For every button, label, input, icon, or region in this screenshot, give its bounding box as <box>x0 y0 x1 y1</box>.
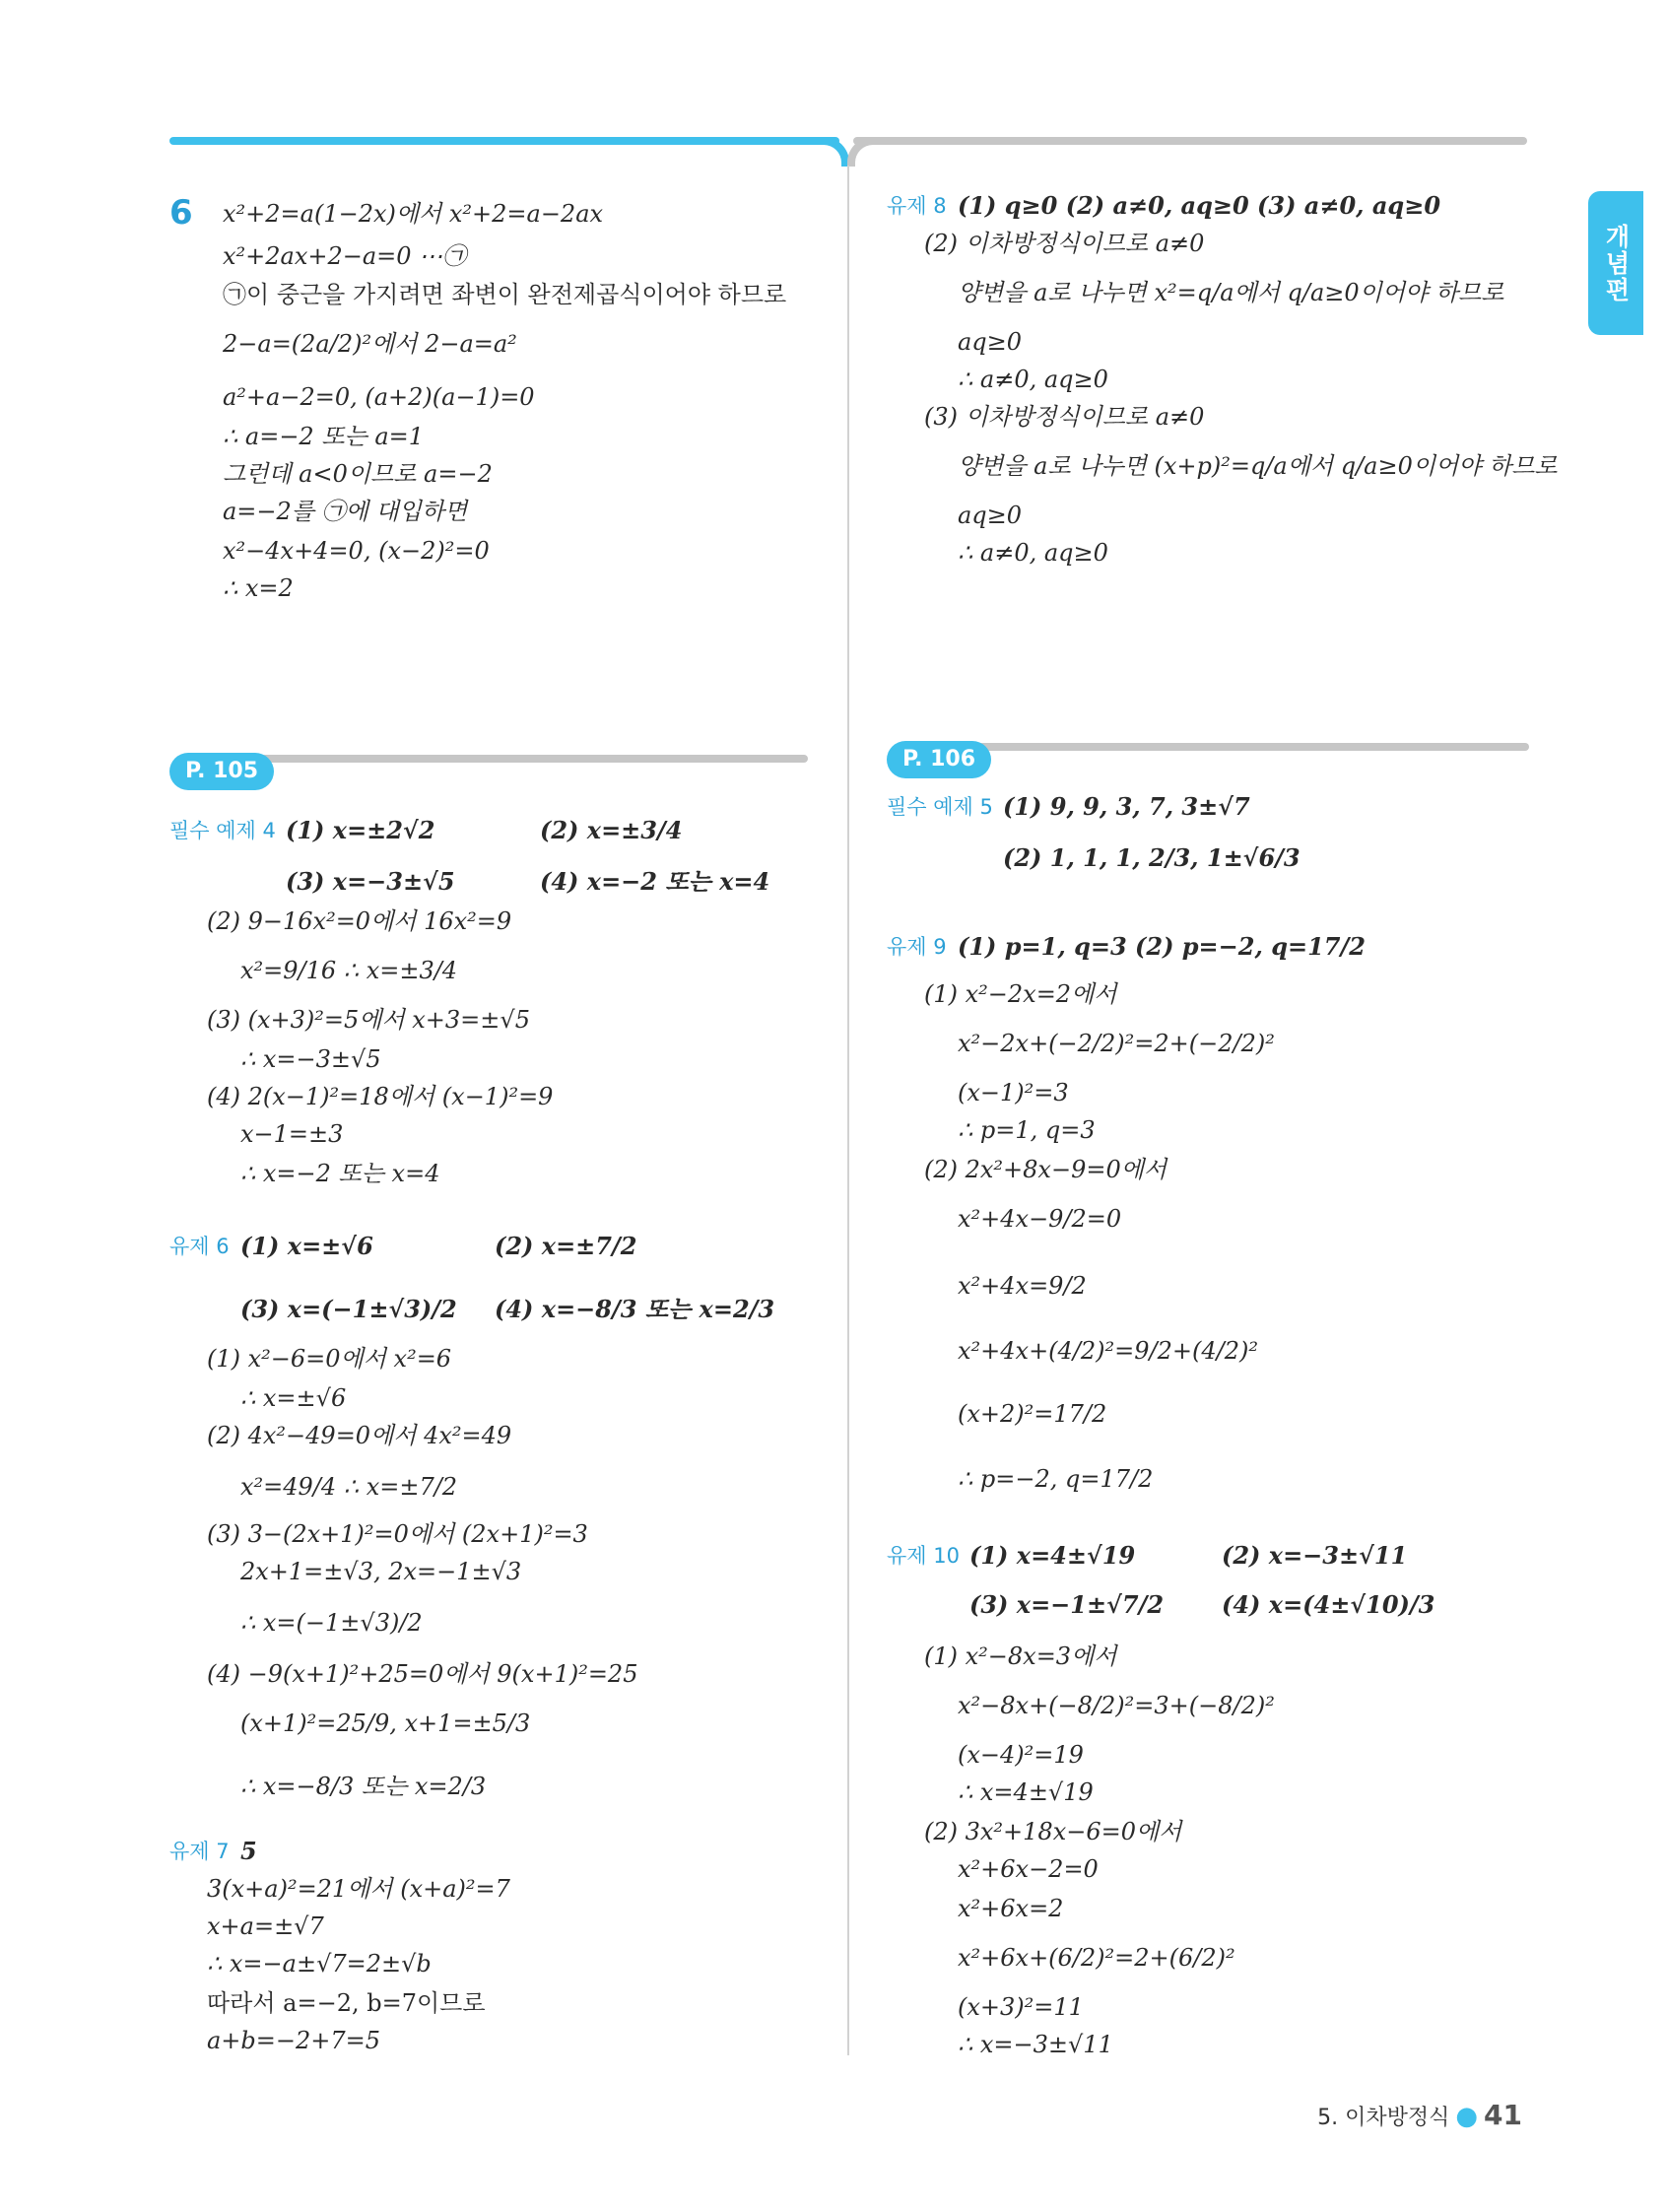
solution-line: ∴ a≠0, aq≥0 <box>958 539 1108 567</box>
answer: (4) x=(4±√10)/3 <box>1222 1590 1435 1619</box>
solution-line: aq≥0 <box>958 502 1023 529</box>
solution-line: x²=9/16 ∴ x=±3/4 <box>240 957 458 984</box>
q6-line: a=−2를 ㉠에 대입하면 <box>223 498 468 525</box>
solution-line: 양변을 a로 나누면 x²=q/a에서 q/a≥0이어야 하므로 <box>958 279 1504 306</box>
solution-line: x²−8x+(−8/2)²=3+(−8/2)² <box>958 1692 1275 1719</box>
solution-line: ∴ a≠0, aq≥0 <box>958 366 1108 393</box>
answer: (4) x=−2 또는 x=4 <box>540 867 770 896</box>
solution-line: x²−2x+(−2/2)²=2+(−2/2)² <box>958 1030 1275 1057</box>
section-line <box>956 743 1529 751</box>
solution-line: ∴ x=−a±√7=2±√b <box>207 1950 432 1977</box>
page-number: 41 <box>1484 2099 1522 2131</box>
q6-line: ∴ x=2 <box>223 574 294 602</box>
page-badge: P. 106 <box>887 741 991 778</box>
solution-line: x²=49/4 ∴ x=±7/2 <box>240 1473 458 1501</box>
solution-line: (x+1)²=25/9, x+1=±5/3 <box>240 1709 531 1737</box>
column-divider <box>847 166 849 2055</box>
page-footer <box>1317 2099 1522 2131</box>
top-bar-left-curve <box>818 137 849 167</box>
solution-line: ∴ x=(−1±√3)/2 <box>240 1609 423 1637</box>
answer: (4) x=−8/3 또는 x=2/3 <box>495 1295 775 1323</box>
solution-line: ∴ p=−2, q=17/2 <box>958 1465 1154 1493</box>
solution-line: (4) −9(x+1)²+25=0에서 9(x+1)²=25 <box>207 1660 638 1688</box>
solution-line: x²+6x−2=0 <box>958 1855 1099 1883</box>
solution-line: (2) 2x²+8x−9=0에서 <box>924 1156 1168 1183</box>
exercise-label: 유제 8 <box>887 194 947 218</box>
answer: (3) x=−1±√7/2 <box>969 1590 1165 1619</box>
exercise-label: 유제 9 <box>887 935 947 959</box>
solution-line: ∴ x=4±√19 <box>958 1778 1094 1806</box>
solution-line: (x+3)²=11 <box>958 1993 1084 2021</box>
q6-line: x²−4x+4=0, (x−2)²=0 <box>223 537 490 565</box>
q6-line: ㉠이 중근을 가지려면 좌변이 완전제곱식이어야 하므로 <box>223 281 787 308</box>
solution-line: (2) 9−16x²=0에서 16x²=9 <box>207 907 512 935</box>
section-line <box>236 755 808 763</box>
answer: (2) x=±3/4 <box>540 816 683 844</box>
solution-line: ∴ x=−3±√5 <box>240 1045 381 1073</box>
solution-line: (2) 3x²+18x−6=0에서 <box>924 1818 1182 1845</box>
solution-line: a+b=−2+7=5 <box>207 2027 381 2054</box>
solution-line: 따라서 a=−2, b=7이므로 <box>207 1989 486 2017</box>
solution-line: x²+4x=9/2 <box>958 1272 1087 1300</box>
solution-line: 양변을 a로 나누면 (x+p)²=q/a에서 q/a≥0이어야 하므로 <box>958 452 1558 480</box>
solution-line: (3) 3−(2x+1)²=0에서 (2x+1)²=3 <box>207 1520 588 1548</box>
problem-number: 6 <box>169 193 193 233</box>
exercise-label: 유제 7 <box>169 1840 230 1863</box>
answer: (1) x=±2√2 <box>286 816 435 844</box>
solution-line: ∴ p=1, q=3 <box>958 1116 1096 1144</box>
q6-line: x²+2ax+2−a=0 ⋯㉠ <box>223 242 467 270</box>
solution-line: (x+2)²=17/2 <box>958 1400 1107 1428</box>
solution-line: aq≥0 <box>958 328 1023 356</box>
side-tab[interactable]: 개념편 <box>1588 191 1643 335</box>
solution-line: ∴ x=−8/3 또는 x=2/3 <box>240 1773 487 1800</box>
solution-line: (1) x²−2x=2에서 <box>924 980 1117 1008</box>
solution-line: (3) 이차방정식이므로 a≠0 <box>924 403 1205 431</box>
answer: (1) x=±√6 <box>240 1232 373 1260</box>
solution-line: x+a=±√7 <box>207 1912 324 1940</box>
solution-line: (4) 2(x−1)²=18에서 (x−1)²=9 <box>207 1083 554 1110</box>
solution-line: (2) 이차방정식이므로 a≠0 <box>924 230 1205 257</box>
solution-line: 2x+1=±√3, 2x=−1±√3 <box>240 1558 522 1585</box>
solution-line: (1) x²−8x=3에서 <box>924 1642 1117 1670</box>
answer: (3) x=(−1±√3)/2 <box>240 1295 457 1323</box>
answer: (1) 9, 9, 3, 7, 3±√7 <box>1003 792 1250 821</box>
answer: (1) q≥0 (2) a≠0, aq≥0 (3) a≠0, aq≥0 <box>958 191 1441 220</box>
solution-line: x−1=±3 <box>240 1120 344 1148</box>
answer: (2) x=−3±√11 <box>1222 1541 1408 1570</box>
q6-line: a²+a−2=0, (a+2)(a−1)=0 <box>223 383 535 411</box>
answer: (2) 1, 1, 1, 2/3, 1±√6/3 <box>1003 843 1301 872</box>
solution-line: x²+4x+(4/2)²=9/2+(4/2)² <box>958 1337 1258 1365</box>
solution-line: (x−1)²=3 <box>958 1079 1069 1106</box>
solution-line: x²+6x=2 <box>958 1895 1064 1922</box>
solution-line: (3) (x+3)²=5에서 x+3=±√5 <box>207 1006 530 1034</box>
exercise-label: 유제 6 <box>169 1235 230 1258</box>
solution-line: (2) 4x²−49=0에서 4x²=49 <box>207 1422 512 1449</box>
q6-line: ∴ a=−2 또는 a=1 <box>223 423 425 450</box>
top-bar-right <box>853 137 1527 145</box>
answer: (1) x=4±√19 <box>969 1541 1136 1570</box>
solution-line: ∴ x=−3±√11 <box>958 2031 1113 2058</box>
chapter-title: 5. 이차방정식 <box>1317 2106 1450 2130</box>
answer: (2) x=±7/2 <box>495 1232 637 1260</box>
q6-line: x²+2=a(1−2x)에서 x²+2=a−2ax <box>223 200 604 228</box>
solution-line: 3(x+a)²=21에서 (x+a)²=7 <box>207 1875 510 1903</box>
solution-line: (1) x²−6=0에서 x²=6 <box>207 1345 452 1373</box>
exercise-label: 유제 10 <box>887 1544 960 1568</box>
solution-line: ∴ x=±√6 <box>240 1384 347 1412</box>
page-badge: P. 105 <box>169 753 274 790</box>
solution-line: x²+6x+(6/2)²=2+(6/2)² <box>958 1944 1235 1972</box>
answer: (1) p=1, q=3 (2) p=−2, q=17/2 <box>958 932 1366 961</box>
q6-line: 2−a=(2a/2)²에서 2−a=a² <box>223 330 517 358</box>
top-bar-left <box>169 137 839 145</box>
bullet-icon: ● <box>1455 2102 1479 2131</box>
solution-line: (x−4)²=19 <box>958 1741 1084 1769</box>
example-label: 필수 예제 4 <box>169 819 276 842</box>
example-label: 필수 예제 5 <box>887 795 993 819</box>
answer: 5 <box>240 1837 257 1865</box>
q6-line: 그런데 a<0이므로 a=−2 <box>223 460 493 488</box>
answer: (3) x=−3±√5 <box>286 867 455 896</box>
solution-line: x²+4x−9/2=0 <box>958 1205 1122 1233</box>
solution-line: ∴ x=−2 또는 x=4 <box>240 1160 440 1187</box>
